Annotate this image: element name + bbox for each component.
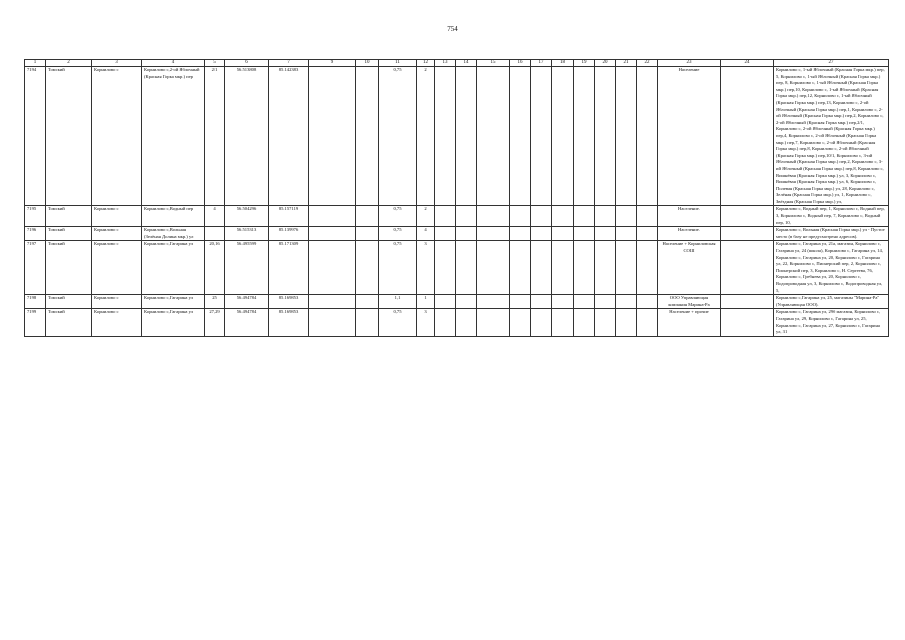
- cell-served-addresses: Корнилово с,Гагарина ул, 25, магазины "Марина-Ра" (Управляющая ООО).: [774, 295, 889, 309]
- cell-empty: [477, 206, 510, 227]
- cell-empty: [435, 295, 456, 309]
- cell-empty: [552, 227, 574, 241]
- cell-count: 3: [417, 241, 435, 295]
- cell-latitude: 56.515313: [225, 227, 269, 241]
- column-number: 22: [637, 60, 658, 67]
- cell-empty: [510, 206, 531, 227]
- cell-count: 1: [417, 295, 435, 309]
- cell-empty: [477, 309, 510, 336]
- cell-empty: [616, 206, 637, 227]
- cell-empty: [531, 227, 552, 241]
- cell-empty: [510, 309, 531, 336]
- cell-longitude: 85.171309: [269, 241, 309, 295]
- column-number: 1: [25, 60, 46, 67]
- cell-empty: [552, 206, 574, 227]
- table-row: [25, 227, 889, 241]
- cell-empty: [356, 206, 379, 227]
- column-number: 4: [142, 60, 205, 67]
- cell-empty: [531, 295, 552, 309]
- cell-empty: [309, 295, 356, 309]
- cell-empty: [435, 241, 456, 295]
- cell-empty: [477, 241, 510, 295]
- cell-latitude: 56.495599: [225, 241, 269, 295]
- cell-empty: [435, 67, 456, 206]
- cell-address: Корнилово с,Вольная (Зелёная Долина мкр.) ул: [142, 227, 205, 241]
- cell-empty: [616, 241, 637, 295]
- cell-empty: [552, 67, 574, 206]
- register-table: [24, 59, 889, 337]
- cell-source: Население: [658, 67, 721, 206]
- cell-empty: [637, 67, 658, 206]
- cell-empty: [637, 309, 658, 336]
- cell-empty: [574, 241, 595, 295]
- column-number: 24: [721, 60, 774, 67]
- cell-empty: [721, 295, 774, 309]
- cell-empty: [356, 241, 379, 295]
- cell-house: 4: [205, 206, 225, 227]
- column-number: 7: [269, 60, 309, 67]
- cell-empty: [574, 67, 595, 206]
- column-number: 19: [574, 60, 595, 67]
- cell-volume: 0,75: [379, 206, 417, 227]
- column-number: 17: [531, 60, 552, 67]
- column-number: 15: [477, 60, 510, 67]
- column-number: 27: [774, 60, 889, 67]
- cell-id: 7196: [25, 227, 46, 241]
- cell-empty: [721, 241, 774, 295]
- column-number: 9: [309, 60, 356, 67]
- cell-latitude: 56.513808: [225, 67, 269, 206]
- cell-empty: [510, 67, 531, 206]
- column-number: 12: [417, 60, 435, 67]
- cell-source: Население + Корниловская СОШ: [658, 241, 721, 295]
- cell-empty: [616, 295, 637, 309]
- cell-source: ООО Управляющая компания Марина-Ра: [658, 295, 721, 309]
- cell-empty: [477, 67, 510, 206]
- cell-volume: 0,75: [379, 67, 417, 206]
- cell-settlement: Корнилово с: [92, 206, 142, 227]
- cell-settlement: Корнилово с: [92, 295, 142, 309]
- cell-house: [205, 227, 225, 241]
- cell-empty: [637, 241, 658, 295]
- table-row: [25, 241, 889, 295]
- cell-empty: [721, 206, 774, 227]
- cell-empty: [637, 295, 658, 309]
- cell-empty: [574, 206, 595, 227]
- cell-count: 2: [417, 67, 435, 206]
- column-number: 11: [379, 60, 417, 67]
- cell-longitude: 85.139976: [269, 227, 309, 241]
- column-number: 5: [205, 60, 225, 67]
- cell-empty: [595, 227, 616, 241]
- cell-served-addresses: Корнилово с, Гагарина ул, 29б магазин, Корнилово с, Гагарина ул, 29, Корнилово с, Гагарина ул, 25, Корнилово с, Гагарина ул, 27, Корнилово с, Гагарина ул, 31: [774, 309, 889, 336]
- cell-district: Томский: [46, 241, 92, 295]
- column-number: 2: [46, 60, 92, 67]
- table-row: [25, 67, 889, 206]
- cell-district: Томский: [46, 67, 92, 206]
- cell-district: Томский: [46, 206, 92, 227]
- cell-served-addresses: Корнилово с, Гагарина ул, 21а, магазин, Корнилово с, Гагарина ул, 24 (школа), Корнилово с, Гагарина ул, 14, Корнилово с, Гагарина ул, 20, Корнилово с, Гагарина ул, 22, Корнилово с, Пионерский пер, 2, Корнилово с, Пионерский пер, 3, Корнилово с, Н. Сергеева, 76, Корнилово с, Гребнева ул, 20, Корнилово с, Водопроводная ул, 3, Корнилово с, Водопроводная ул, 5,: [774, 241, 889, 295]
- cell-latitude: 56.504296: [225, 206, 269, 227]
- column-number: 14: [456, 60, 477, 67]
- column-number: 13: [435, 60, 456, 67]
- cell-empty: [531, 241, 552, 295]
- table-row: [25, 295, 889, 309]
- cell-empty: [510, 241, 531, 295]
- page-number: 754: [447, 25, 458, 33]
- cell-source: Население.: [658, 227, 721, 241]
- cell-id: 7195: [25, 206, 46, 227]
- column-number: 20: [595, 60, 616, 67]
- cell-empty: [721, 309, 774, 336]
- cell-longitude: 85.157119: [269, 206, 309, 227]
- cell-empty: [356, 227, 379, 241]
- cell-source: Население + прочие: [658, 309, 721, 336]
- cell-id: 7197: [25, 241, 46, 295]
- cell-settlement: Корнилово с: [92, 309, 142, 336]
- cell-empty: [595, 295, 616, 309]
- cell-district: Томский: [46, 309, 92, 336]
- cell-count: 4: [417, 227, 435, 241]
- cell-empty: [456, 309, 477, 336]
- cell-empty: [477, 227, 510, 241]
- cell-volume: 0,75: [379, 241, 417, 295]
- cell-empty: [356, 295, 379, 309]
- cell-empty: [552, 241, 574, 295]
- cell-latitude: 56.494784: [225, 309, 269, 336]
- column-number: 23: [658, 60, 721, 67]
- cell-empty: [309, 241, 356, 295]
- cell-address: Корнилово с,Водный пер: [142, 206, 205, 227]
- cell-empty: [616, 67, 637, 206]
- cell-id: 7199: [25, 309, 46, 336]
- cell-empty: [309, 227, 356, 241]
- cell-empty: [574, 227, 595, 241]
- cell-empty: [552, 309, 574, 336]
- cell-empty: [309, 67, 356, 206]
- cell-empty: [595, 67, 616, 206]
- cell-empty: [531, 67, 552, 206]
- cell-district: Томский: [46, 227, 92, 241]
- cell-settlement: Корнилово с: [92, 241, 142, 295]
- cell-empty: [595, 241, 616, 295]
- cell-empty: [456, 227, 477, 241]
- cell-volume: 1,1: [379, 295, 417, 309]
- cell-address: Корнилово с,Гагарина ул: [142, 309, 205, 336]
- cell-volume: 0,75: [379, 309, 417, 336]
- cell-empty: [456, 241, 477, 295]
- cell-served-addresses: Корнилово с, Водный пер, 1, Корнилово с, Водный пер, 3, Корнилово с, Водный пер, 7, Корнилово с, Водный пер, 10,: [774, 206, 889, 227]
- cell-served-addresses: Корнилово с, Вольная (Красная Горка мкр.) ул - Пустое место (в базу не предусмотрено адресов).: [774, 227, 889, 241]
- cell-latitude: 56.494784: [225, 295, 269, 309]
- cell-empty: [616, 227, 637, 241]
- cell-empty: [356, 67, 379, 206]
- cell-count: 2: [417, 206, 435, 227]
- cell-id: 7194: [25, 67, 46, 206]
- cell-empty: [595, 206, 616, 227]
- column-number: 16: [510, 60, 531, 67]
- cell-empty: [595, 309, 616, 336]
- cell-empty: [721, 67, 774, 206]
- column-number-row: [25, 60, 889, 67]
- cell-longitude: 85.142383: [269, 67, 309, 206]
- cell-settlement: Корнилово с: [92, 67, 142, 206]
- cell-house: 20,16: [205, 241, 225, 295]
- cell-house: 25: [205, 295, 225, 309]
- table-row: [25, 309, 889, 336]
- cell-address: Корнилово с,2-ой Яблочный (Красная Горка мкр.) пер: [142, 67, 205, 206]
- cell-empty: [435, 309, 456, 336]
- cell-empty: [477, 295, 510, 309]
- cell-source: Население.: [658, 206, 721, 227]
- cell-empty: [552, 295, 574, 309]
- cell-empty: [435, 206, 456, 227]
- cell-count: 3: [417, 309, 435, 336]
- column-number: 21: [616, 60, 637, 67]
- cell-empty: [456, 295, 477, 309]
- cell-empty: [574, 309, 595, 336]
- column-number: 3: [92, 60, 142, 67]
- cell-empty: [574, 295, 595, 309]
- cell-longitude: 85.169853: [269, 295, 309, 309]
- cell-address: Корнилово с,Гагарина ул: [142, 241, 205, 295]
- cell-empty: [456, 206, 477, 227]
- table-row: [25, 206, 889, 227]
- cell-empty: [531, 309, 552, 336]
- cell-empty: [721, 227, 774, 241]
- cell-id: 7198: [25, 295, 46, 309]
- cell-district: Томский: [46, 295, 92, 309]
- cell-empty: [531, 206, 552, 227]
- cell-empty: [637, 227, 658, 241]
- cell-empty: [637, 206, 658, 227]
- cell-volume: 0,75: [379, 227, 417, 241]
- cell-empty: [456, 67, 477, 206]
- column-number: 18: [552, 60, 574, 67]
- cell-address: Корнилово с,Гагарина ул: [142, 295, 205, 309]
- cell-empty: [435, 227, 456, 241]
- cell-empty: [510, 227, 531, 241]
- cell-empty: [309, 206, 356, 227]
- cell-longitude: 85.169853: [269, 309, 309, 336]
- cell-house: 27,29: [205, 309, 225, 336]
- cell-empty: [616, 309, 637, 336]
- column-number: 10: [356, 60, 379, 67]
- cell-empty: [510, 295, 531, 309]
- cell-empty: [309, 309, 356, 336]
- cell-empty: [356, 309, 379, 336]
- cell-served-addresses: Корнилово с, 1-ый Яблочный (Красная Горка мкр.) пер, 5, Корнилово с, 1-ый Яблочный (Красная Горка мкр.) пер, 8, Корнилово с, 1-ый Яблочный (Красная Горка мкр.) пер,10, Корнилово с, 1-ый Яблочный (Красная Горка мкр.) пер,12, Корнилово с, 1-ый Яблочный (Красная Горка мкр.) пер,13, Корнилово с, 2-ой Яблочный (Красная Горка мкр.) пер,1, Корнилово с, 2-ой Яблочный (Красная Горка мкр.) пер,2, Корнилово с, 2-ой Яблочный (Красная Горка мкр.) пер,2/1, Корнилово с, 2-ой Яблочный (Красная Горка мкр.) пер,4, Корнилово с, 2-ой Яблочный (Красная Горка мкр.) пер,7, Корнилово с, 2-ой Яблочный (Красная Горка мкр.) пер,8, Корнилово с, 2-ой Яблочный (Красная Горка мкр.) пер,10/1, Корнилово с, 3-ий Яблочный (Красная Горка мкр.) пер,2, Корнилово с, 3-ий Яблочный (Красная Горка мкр.) пер,8, Корнилово с, Вишнёвая (Красная Горка мкр.) ул, 3, Корнилово с, Вишнёвая (Красная Горка мкр.) ул, 6, Корнилово с, Полевая (Красная Горка мкр.) ул, 28, Корнилово с, Зелёная (Красная Горка мкр.) ул, 1, Корнилово с, Звёздная (Красная Горка мкр.) ул,: [774, 67, 889, 206]
- column-number: 6: [225, 60, 269, 67]
- cell-settlement: Корнилово с: [92, 227, 142, 241]
- cell-house: 2/1: [205, 67, 225, 206]
